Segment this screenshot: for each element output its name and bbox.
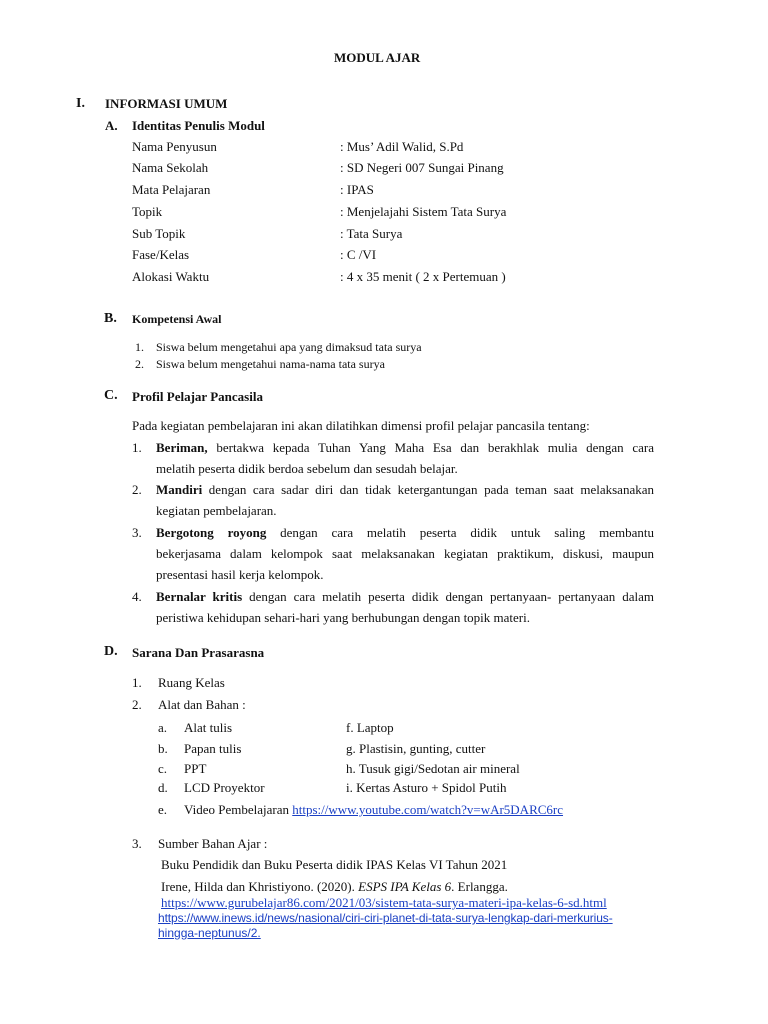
- tool-item: Papan tulis: [184, 741, 242, 756]
- tool-letter: c.: [158, 761, 168, 776]
- source-book-title: ESPS IPA Kelas 6: [358, 879, 452, 894]
- source-link[interactable]: hingga-neptunus/2.: [158, 926, 261, 940]
- profile-item-line: kegiatan pembelajaran.: [156, 503, 277, 518]
- source-link[interactable]: https://www.inews.id/news/nasional/ciri-ciri-planet-di-tata-surya-lengkap-dari-merkurius-: [158, 911, 613, 925]
- identity-label: Nama Sekolah: [132, 160, 209, 175]
- tool-item-text: Video Pembelajaran: [184, 802, 293, 817]
- tool-letter: b.: [158, 741, 168, 756]
- source-authors: Irene, Hilda dan Khristiyono. (2020).: [161, 879, 359, 894]
- list-number: 4.: [132, 589, 142, 604]
- profile-item-term: Mandiri: [156, 482, 203, 497]
- list-number: 2.: [132, 697, 142, 712]
- profile-item-line: [156, 589, 654, 605]
- source-line: Buku Pendidik dan Buku Peserta didik IPAS Kelas VI Tahun 2021: [161, 857, 508, 872]
- identity-value: : Tata Surya: [340, 226, 403, 241]
- profile-item-term: Bernalar kritis: [156, 589, 243, 604]
- tool-letter: a.: [158, 720, 168, 735]
- identity-value: : SD Negeri 007 Sungai Pinang: [340, 160, 504, 175]
- profile-item-line: [156, 440, 654, 456]
- identity-label: Mata Pelajaran: [132, 182, 211, 197]
- list-item: Sumber Bahan Ajar :: [158, 836, 268, 851]
- subsection-letter-b: B.: [104, 311, 117, 326]
- list-number: 1.: [132, 440, 142, 455]
- profile-item-term: Beriman,: [156, 440, 208, 455]
- tool-item: PPT: [184, 761, 207, 776]
- video-link[interactable]: https://www.youtube.com/watch?v=wAr5DARC6rc: [292, 802, 564, 817]
- tool-item: i. Kertas Asturo + Spidol Putih: [346, 780, 507, 795]
- identity-value: : 4 x 35 menit ( 2 x Pertemuan ): [340, 269, 506, 284]
- list-item: Siswa belum mengetahui apa yang dimaksud tata surya: [156, 340, 422, 354]
- section-number: I.: [76, 96, 85, 111]
- profile-item-text: dengan cara melatih peserta didik untuk saling membantu: [266, 525, 654, 540]
- list-item: Alat dan Bahan :: [158, 697, 246, 712]
- tool-item: [184, 802, 563, 818]
- subsection-heading-c: Profil Pelajar Pancasila: [132, 389, 263, 404]
- subsection-letter-a: A.: [105, 118, 118, 133]
- subsection-heading-a: Identitas Penulis Modul: [132, 118, 265, 133]
- profile-item-term: Bergotong royong: [156, 525, 267, 540]
- identity-label: Sub Topik: [132, 226, 186, 241]
- tool-item: f. Laptop: [346, 720, 394, 735]
- profile-item-line: presentasi hasil kerja kelompok.: [156, 567, 324, 582]
- list-number: 1.: [135, 340, 144, 354]
- list-number: 2.: [135, 357, 144, 371]
- profile-item-text: dengan cara sadar diri dan tidak ketergantungan pada teman saat melaksanakan: [202, 482, 654, 497]
- identity-value: : Menjelajahi Sistem Tata Surya: [340, 204, 507, 219]
- profile-item-line: [156, 525, 654, 541]
- identity-value: : IPAS: [340, 182, 374, 197]
- identity-value: : C /VI: [340, 247, 377, 262]
- list-item: Ruang Kelas: [158, 675, 225, 690]
- tool-letter: d.: [158, 780, 168, 795]
- profile-item-text: dengan cara melatih peserta didik dengan pertanyaan- pertanyaan dalam: [242, 589, 655, 604]
- profile-item-line: bekerjasama dalam kelompok saat melaksanakan kegiatan praktikum, diskusi, maupun: [156, 546, 654, 561]
- profile-item-line: [156, 482, 654, 498]
- identity-label: Nama Penyusun: [132, 139, 217, 154]
- tool-letter: e.: [158, 802, 168, 817]
- tool-item: g. Plastisin, gunting, cutter: [346, 741, 486, 756]
- subsection-letter-c: C.: [104, 388, 118, 403]
- list-number: 1.: [132, 675, 142, 690]
- list-number: 3.: [132, 525, 142, 540]
- subsection-letter-d: D.: [104, 644, 118, 659]
- list-number: 3.: [132, 836, 142, 851]
- list-item: Siswa belum mengetahui nama-nama tata surya: [156, 357, 385, 371]
- subsection-heading-b: Kompetensi Awal: [132, 312, 222, 326]
- tool-item: LCD Proyektor: [184, 780, 265, 795]
- tool-item: Alat tulis: [184, 720, 233, 735]
- identity-label: Fase/Kelas: [132, 247, 190, 262]
- section-heading: INFORMASI UMUM: [105, 96, 228, 111]
- source-line: [161, 879, 508, 895]
- profile-item-line: melatih peserta didik berdoa sebelum dan sesudah belajar.: [156, 461, 458, 476]
- source-publisher: . Erlangga.: [451, 879, 508, 894]
- page-title: MODUL AJAR: [334, 50, 421, 65]
- list-number: 2.: [132, 482, 142, 497]
- identity-label: Topik: [132, 204, 163, 219]
- identity-label: Alokasi Waktu: [132, 269, 210, 284]
- profile-intro: Pada kegiatan pembelajaran ini akan dilatihkan dimensi profil pelajar pancasila tentang:: [132, 418, 590, 433]
- source-link[interactable]: https://www.gurubelajar86.com/2021/03/sistem-tata-surya-materi-ipa-kelas-6-sd.html: [161, 895, 607, 910]
- identity-value: : Mus’ Adil Walid, S.Pd: [340, 139, 464, 154]
- profile-item-text: bertakwa kepada Tuhan Yang Maha Esa dan berakhlak mulia dengan cara: [207, 440, 654, 455]
- subsection-heading-d: Sarana Dan Prasarasna: [132, 645, 265, 660]
- profile-item-line: peristiwa kehidupan sehari-hari yang berhubungan dengan topik materi.: [156, 610, 530, 625]
- tool-item: h. Tusuk gigi/Sedotan air mineral: [346, 761, 520, 776]
